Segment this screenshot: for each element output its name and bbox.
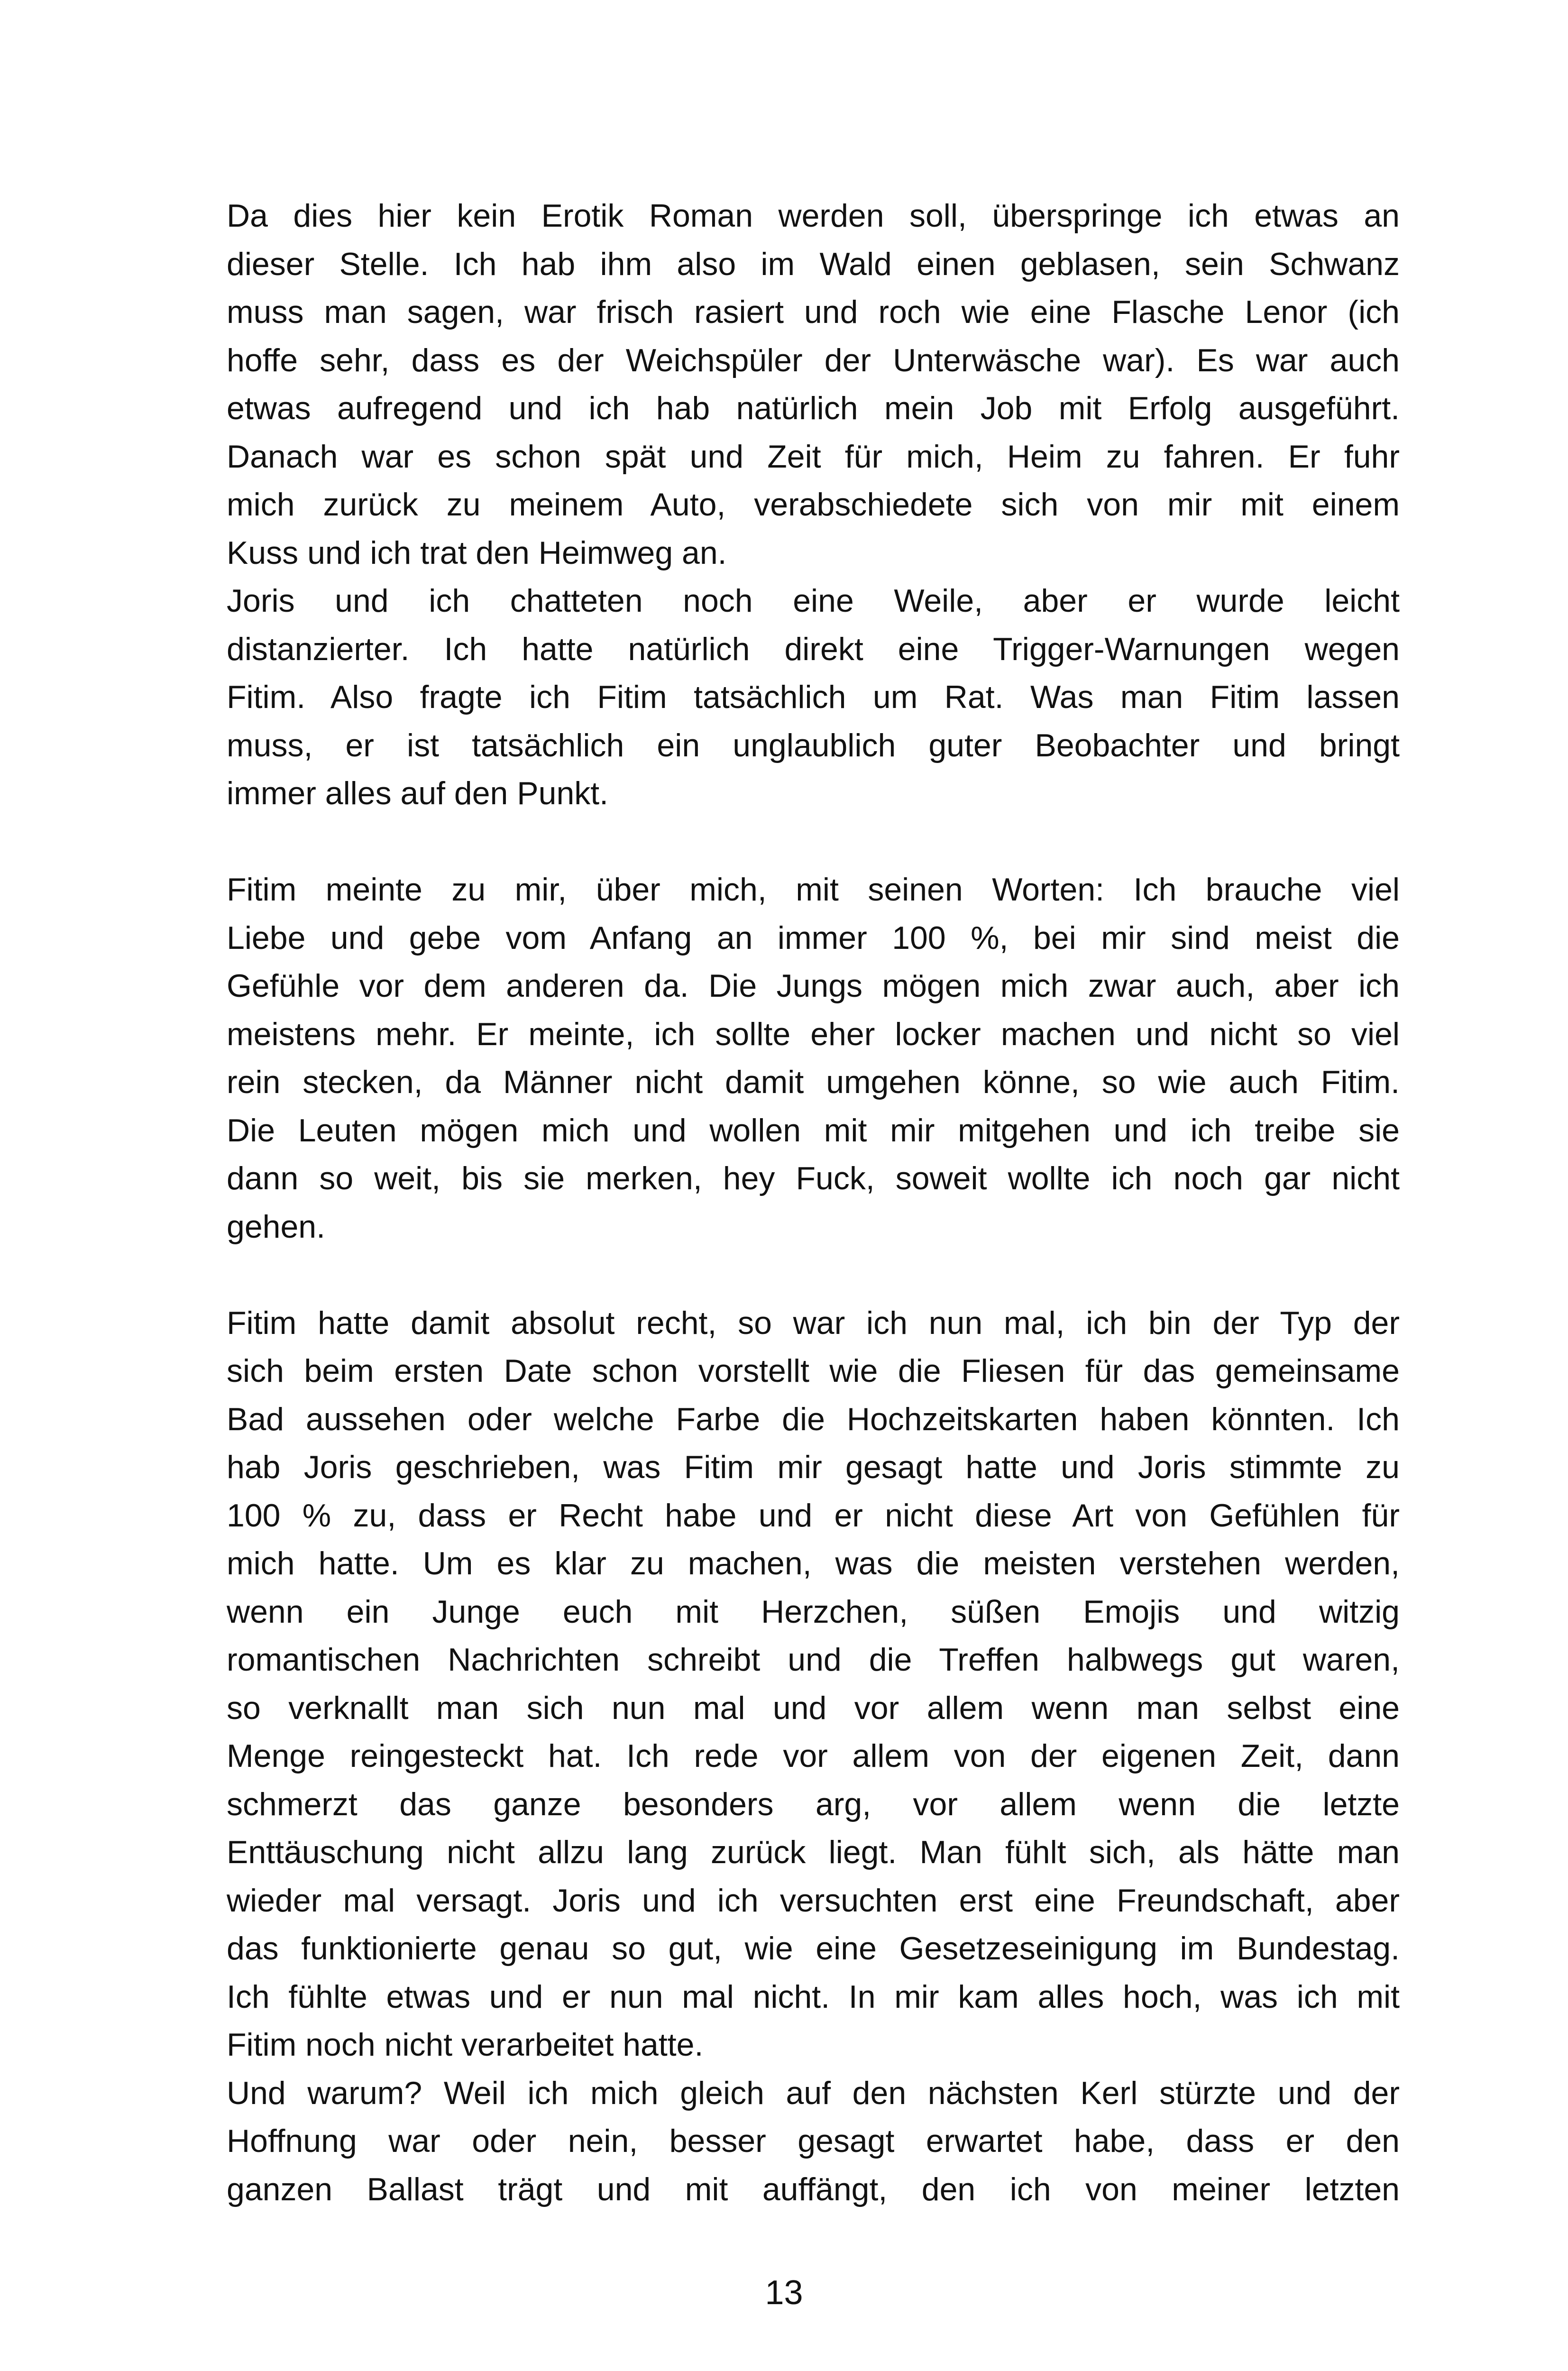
text-line: romantischen Nachrichten schreibt und die Treffen halbwegs gut waren, (227, 1642, 1400, 1678)
text-line: muss, er ist tatsächlich ein unglaublich guter Beobachter und bringt (227, 727, 1400, 763)
text-line: hoffe sehr, dass es der Weichspüler der Unterwäsche war). Es war auch (227, 342, 1400, 378)
text-line: Hoffnung war oder nein, besser gesagt erwartet habe, dass er den (227, 2123, 1400, 2159)
paragraph (227, 866, 1400, 1251)
text-line: Fitim meinte zu mir, über mich, mit seinen Worten: Ich brauche viel (227, 872, 1400, 908)
paragraph-spacer (227, 1251, 1400, 1299)
text-line: sich beim ersten Date schon vorstellt wie die Fliesen für das gemeinsame (227, 1353, 1400, 1389)
text-line: rein stecken, da Männer nicht damit umgehen könne, so wie auch Fitim. (227, 1064, 1400, 1100)
text-line: muss man sagen, war frisch rasiert und roch wie eine Flasche Lenor (ich (227, 294, 1400, 330)
text-line: Liebe und gebe vom Anfang an immer 100 %, bei mir sind meist die (227, 919, 1400, 956)
paragraph (227, 1299, 1400, 2069)
text-line: Danach war es schon spät und Zeit für mich, Heim zu fahren. Er fuhr (227, 438, 1400, 475)
text-line: Bad aussehen oder welche Farbe die Hochzeitskarten haben könnten. Ich (227, 1401, 1400, 1437)
text-line: meistens mehr. Er meinte, ich sollte eher locker machen und nicht so viel (227, 1016, 1400, 1052)
paragraph-spacer (227, 818, 1400, 866)
text-line: hab Joris geschrieben, was Fitim mir gesagt hatte und Joris stimmte zu (227, 1449, 1400, 1485)
text-line: Fitim hatte damit absolut recht, so war ich nun mal, ich bin der Typ der (227, 1305, 1400, 1341)
text-line: das funktionierte genau so gut, wie eine Gesetzeseinigung im Bundestag. (227, 1930, 1400, 1967)
text-line: Da dies hier kein Erotik Roman werden soll, überspringe ich etwas an (227, 198, 1400, 234)
text-line: Fitim. Also fragte ich Fitim tatsächlich um Rat. Was man Fitim lassen (227, 679, 1400, 715)
text-line: dann so weit, bis sie merken, hey Fuck, soweit wollte ich noch gar nicht (227, 1160, 1400, 1196)
text-line: Und warum? Weil ich mich gleich auf den nächsten Kerl stürzte und der (227, 2075, 1400, 2111)
text-line: Fitim noch nicht verarbeitet hatte. (227, 2027, 704, 2063)
text-line: Joris und ich chatteten noch eine Weile, aber er wurde leicht (227, 583, 1400, 619)
paragraph (227, 577, 1400, 818)
text-line: dieser Stelle. Ich hab ihm also im Wald einen geblasen, sein Schwanz (227, 246, 1400, 282)
text-line: wenn ein Junge euch mit Herzchen, süßen Emojis und witzig (227, 1593, 1400, 1630)
text-line: Enttäuschung nicht allzu lang zurück liegt. Man fühlt sich, als hätte man (227, 1834, 1400, 1870)
text-line: mich hatte. Um es klar zu machen, was die meisten verstehen werden, (227, 1545, 1400, 1581)
page-number: 13 (765, 2274, 803, 2312)
paragraph (227, 2069, 1400, 2214)
text-line: Kuss und ich trat den Heimweg an. (227, 534, 727, 571)
text-line: 100 % zu, dass er Recht habe und er nicht diese Art von Gefühlen für (227, 1497, 1400, 1534)
text-line: mich zurück zu meinem Auto, verabschiedete sich von mir mit einem (227, 487, 1400, 523)
text-line: distanzierter. Ich hatte natürlich direkt eine Trigger-Warnungen wegen (227, 631, 1400, 667)
text-line: Menge reingesteckt hat. Ich rede vor allem von der eigenen Zeit, dann (227, 1738, 1400, 1774)
text-line: so verknallt man sich nun mal und vor allem wenn man selbst eine (227, 1690, 1400, 1726)
paragraph (227, 192, 1400, 577)
text-line: ganzen Ballast trägt und mit auffängt, den ich von meiner letzten (227, 2171, 1400, 2207)
text-line: gehen. (227, 1208, 325, 1245)
text-line: Die Leuten mögen mich und wollen mit mir mitgehen und ich treibe sie (227, 1112, 1400, 1149)
text-line: Ich fühlte etwas und er nun mal nicht. In mir kam alles hoch, was ich mit (227, 1978, 1400, 2015)
body-text (227, 192, 1400, 2214)
text-line: etwas aufregend und ich hab natürlich mein Job mit Erfolg ausgeführt. (227, 390, 1400, 426)
text-line: wieder mal versagt. Joris und ich versuchten erst eine Freundschaft, aber (227, 1882, 1400, 1919)
text-line: schmerzt das ganze besonders arg, vor allem wenn die letzte (227, 1786, 1400, 1822)
text-line: immer alles auf den Punkt. (227, 775, 609, 811)
text-line: Gefühle vor dem anderen da. Die Jungs mögen mich zwar auch, aber ich (227, 968, 1400, 1004)
